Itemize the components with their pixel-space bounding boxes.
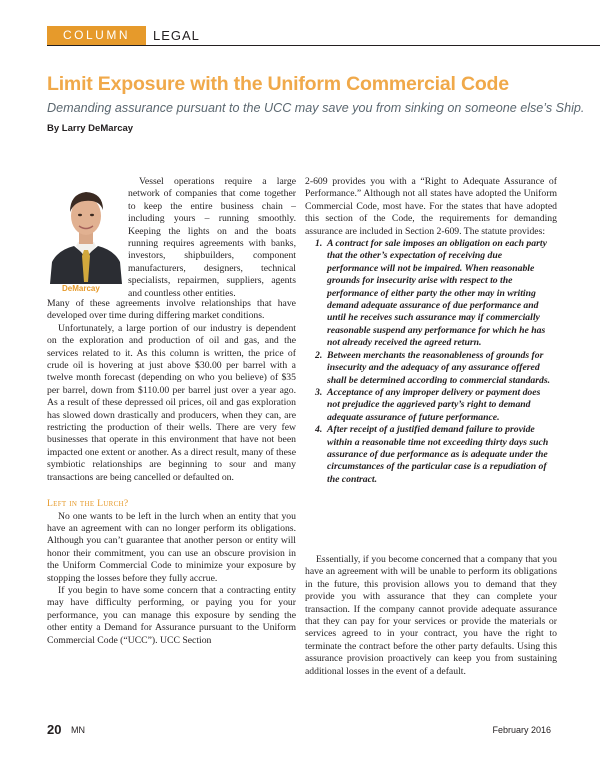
intro-paragraph — [128, 176, 296, 300]
statute-text: Acceptance of any improper delivery or payment does not prejudice the aggrieved party’s right to demand adequate assurance of future performance. — [327, 386, 541, 423]
column-2-conclusion — [305, 554, 557, 678]
header-rule — [47, 45, 600, 46]
intro-continuation: Many of these agreements involve relationships that have developed over time during differing market conditions. — [47, 298, 296, 322]
column-label: LEGAL — [153, 28, 200, 43]
column-2-body — [305, 176, 557, 486]
statute-number: 1. — [315, 238, 323, 250]
photo-caption: DeMarcay — [62, 284, 100, 293]
section-subheading: Left in the Lurch? — [47, 498, 129, 510]
article-headline: Limit Exposure with the Uniform Commercial Code — [47, 73, 509, 95]
body-paragraph: No one wants to be left in the lurch when an entity that you have an agreement with can no longer perform its obligations. Although you can’t guarantee that another person or entity will honor their commitment, you can use an obscure provision in the Uniform Commercial Code to minimize your exposure by stopping the losses before they fully accrue. — [47, 510, 296, 584]
column-1-body — [47, 298, 296, 647]
statute-list — [305, 238, 557, 486]
page-number: 20 — [47, 722, 62, 737]
author-portrait-image — [48, 176, 124, 284]
magazine-name: MN — [71, 725, 85, 735]
article-subhead: Demanding assurance pursuant to the UCC may save you from sinking on someone else’s Ship. — [47, 101, 585, 115]
statute-text: After receipt of a justified demand failure to provide within a reasonable time not exceeding thirty days such assurance of due performance as is adequate under the circumstances of the particular case is a repudiation of the contract. — [327, 424, 549, 485]
statute-item — [305, 387, 557, 424]
body-paragraph: If you begin to have some concern that a contracting entity may have difficulty performing, or paying you for your performance, you can manage this exposure by sending the other entity a Demand for Assurance pursuant to the Uniform Commercial Code (“UCC”). UCC Section — [47, 584, 296, 646]
body-paragraph: Essentially, if you become concerned that a company that you have an agreement with will be unable to perform its obligations in the future, this provision allows you to demand that they provide you with assurance that they can complete your transaction. If the company cannot provide adequate assurance that they can pay for your services or provide the materials or services agreed to in your contract, you have the right to terminate the contract before the other party defaults. Using this assurance provision proactively can keep you from sustaining additional losses in the event of a default. — [305, 554, 557, 677]
author-photo — [48, 176, 124, 284]
statute-text: A contract for sale imposes an obligation on each party that the other’s expectation of receiving due performance will not be impaired. When reasonable grounds for insecurity arise with respect to the performance of either party the other may in writing demand adequate assurance of due performance and until he receives such assurance may if commercially reasonable suspend any performance for which he has not already received the agreed return. — [327, 238, 547, 349]
body-paragraph: Unfortunately, a large portion of our industry is dependent on the exploration and production of oil and gas, and the services related to it. As this column is written, the price of crude oil is hovering at just above $30.00 per barrel with a twelve month forecast (depending on who you believe) of $35 per barrel, down from $110.00 per barrel just over a year ago. As a result of these depressed oil prices, oil and gas exploration has slowed down drastically and producers, when they can, are restricting the production of their wells. There are very few businesses that operate in this environment that have not been impacted one extent or another. As a direct result, many of these symbiotic relationships are beginning to sour and many transactions are being cancelled or defaulted on. — [47, 322, 296, 483]
issue-date: February 2016 — [492, 725, 551, 735]
column-tab: COLUMN — [47, 26, 146, 45]
statute-number: 4. — [315, 424, 323, 436]
statute-item — [305, 424, 557, 486]
intro-text: Vessel operations require a large network of companies that come together to keep the entire business chain – including yours – running smoothly. Keeping the lights on and the boats running requires agreements with banks, investors, shipbuilders, component manufacturers, designers, technical specialists, repairmen, suppliers, agents and countless other entities. — [128, 176, 296, 299]
statute-number: 2. — [315, 349, 323, 361]
body-paragraph: 2-609 provides you with a “Right to Adequate Assurance of Performance.” Although not all states have adopted the Uniform Commercial Code, most have. For the states that have adopted this section of the Code, the requirements for demanding assurance are included in Section 2-609. The statute provides: — [305, 176, 557, 237]
statute-number: 3. — [315, 386, 323, 398]
statute-item — [305, 350, 557, 387]
statute-text: Between merchants the reasonableness of grounds for insecurity and the adequacy of any assurance offered shall be determined according to commercial standards. — [327, 349, 551, 386]
byline: By Larry DeMarcay — [47, 123, 134, 134]
statute-item — [305, 238, 557, 350]
